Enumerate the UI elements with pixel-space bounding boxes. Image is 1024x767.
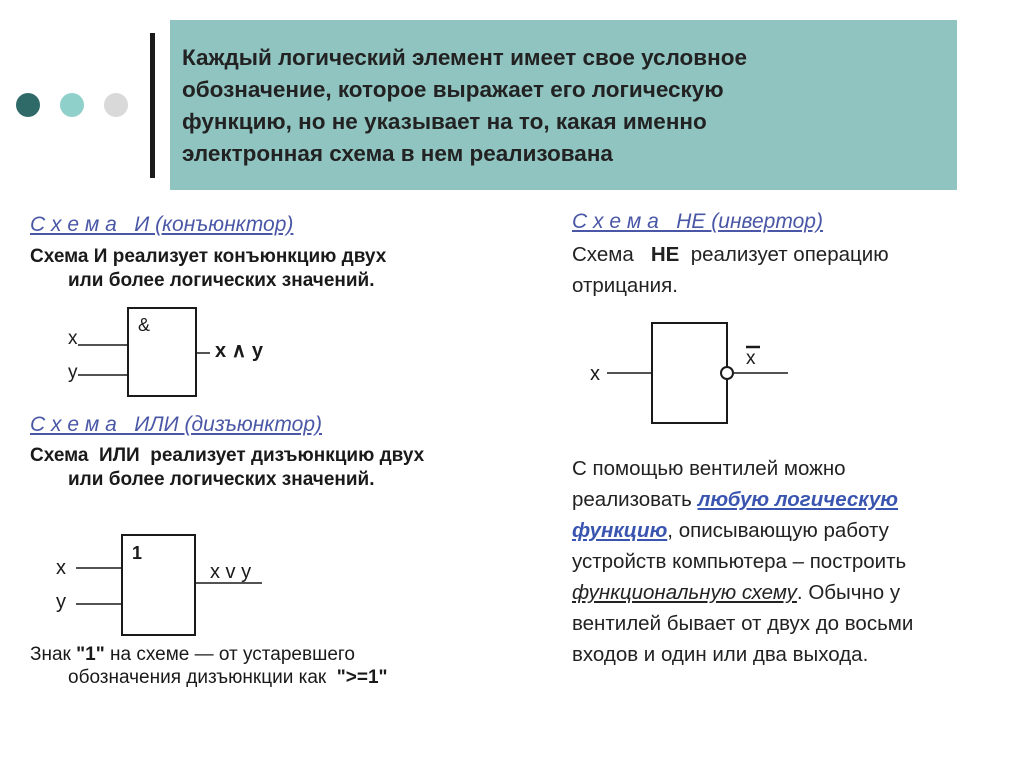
- decor-dot-teal: [60, 93, 84, 117]
- not-output-label: x: [746, 348, 756, 369]
- header-line: электронная схема в нем реализована: [182, 141, 613, 166]
- and-output-label: x ∧ y: [215, 340, 263, 362]
- header-line: обозначение, которое выражает его логическую: [182, 77, 724, 102]
- or-note-text: на схеме — от устаревшего: [104, 644, 355, 665]
- not-desc-text: реализует операцию: [679, 243, 889, 266]
- summary-line5: [572, 577, 900, 608]
- summary-highlight: любую логическую: [697, 488, 899, 511]
- and-gate-symbol: &: [138, 315, 151, 335]
- and-gate-diagram: [60, 302, 320, 402]
- not-desc-keyword: НЕ: [650, 243, 680, 266]
- or-output-label: x v y: [210, 561, 252, 583]
- or-note-sign: "1": [76, 644, 105, 665]
- decor-dot-dark: [16, 93, 40, 117]
- summary-line6: вентилей бывает от двух до восьми: [572, 612, 914, 635]
- not-input-label: x: [590, 363, 600, 385]
- and-section-title: С х е м а И (конъюнктор): [30, 213, 294, 236]
- or-note-sign: ">=1": [336, 667, 388, 688]
- not-inversion-bubble: [721, 367, 733, 379]
- decor-dot-grey: [104, 93, 128, 117]
- header-line: функцию, но не указывает на то, какая именно: [182, 109, 707, 134]
- or-note-line2: [68, 665, 388, 691]
- summary-term: функциональную схему: [572, 581, 797, 604]
- summary-text: , описывающую работу: [667, 519, 889, 542]
- not-desc-line2: отрицания.: [572, 274, 678, 297]
- or-section-title: С х е м а ИЛИ (дизъюнктор): [30, 413, 323, 436]
- or-desc-line2: или более логических значений.: [68, 469, 375, 490]
- decor-vertical-bar: [150, 33, 155, 178]
- or-gate-symbol: 1: [132, 543, 143, 563]
- header-box: [170, 20, 957, 190]
- not-desc-line1: [572, 239, 889, 270]
- not-gate-box: [652, 323, 727, 423]
- or-gate-diagram: [50, 530, 330, 640]
- or-note-text: обозначения дизъюнкции как: [68, 667, 337, 688]
- not-gate-diagram: [585, 318, 805, 428]
- or-input-y-label: y: [56, 591, 66, 613]
- and-desc-line2: или более логических значений.: [68, 270, 375, 291]
- header-line: Каждый логический элемент имеет свое условное: [182, 45, 747, 70]
- summary-line7: входов и один или два выхода.: [572, 643, 869, 666]
- summary-line4: устройств компьютера – построить: [572, 550, 907, 573]
- summary-text: реализовать: [572, 488, 698, 511]
- summary-line1: С помощью вентилей можно: [572, 457, 846, 480]
- or-desc-line1: Схема ИЛИ реализует дизъюнкцию двух: [30, 445, 425, 466]
- summary-line3: [572, 515, 889, 546]
- or-input-x-label: x: [56, 557, 66, 579]
- and-input-y-label: y: [68, 362, 78, 383]
- not-section-title: С х е м а НЕ (инвертор): [572, 210, 823, 233]
- summary-highlight: функцию: [572, 519, 668, 542]
- and-input-x-label: x: [68, 328, 78, 349]
- not-desc-text: Схема: [572, 243, 651, 266]
- and-desc-line1: Схема И реализует конъюнкцию двух: [30, 246, 387, 267]
- summary-line2: [572, 484, 898, 515]
- summary-text: . Обычно у: [796, 581, 901, 604]
- or-note-text: Знак: [30, 644, 77, 665]
